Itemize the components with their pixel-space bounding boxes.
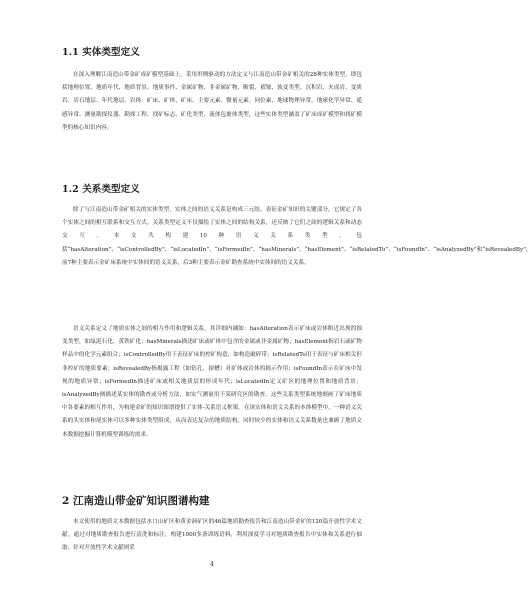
paragraph-text: 语义关系定义了地质实体之间的相互作用和逻辑关系，其详细内涵如：hasAlteration表示矿床或岩体附近出现的蚀变类型，如绿泥石化、黄铁矿化；hasMinerals描述矿床或矿体中包含的金属或非金属矿物；hasElement指岩石或矿物样品中的化学元素组合；isControlledBy用于表征矿床的控矿构造，如构造破碎带；isRelatedTo用于表征与矿床相关但非控矿的地质要素；isRevealedBy指揭露工程（如钻孔、探槽）对矿体或岩体的揭示作用；isFoundIn表示在矿床中发现的地质异常；isFormedIn描述矿床或相关地质层的形成年代；isLocatedIn定义矿区的地理位置和地质背景；isAnalyzedBy阐描述某实体的勘查或分析方法，如实气测量用于某研究区的勘查。这些关系类型系统地刻画了矿床地质中各要素的相互作用，为构建金矿的知识图谱提供了实体-关系语义框架。在该实体和语义关系的本体模型中，一种语义关系的头实体和尾实体可以多种实体类型组成，从而表达复杂的地质结构，同时较少的实体和语义关系数量也兼顾了地质文本数据挖掘计算机模型训练的需求。: [62, 326, 362, 438]
section-1-1-paragraph: [62, 69, 362, 135]
paragraph-text: 本文使用的地质文本数据包括水口山矿区和黄金洞矿区的46篇地质勘查报告和江南造山带金矿的120篇开放性学术文献。通过对地质勘查报告进行清洗和标注，构建1000多条训练语料，利用深度学习对地质勘查报告中实体和关系进行抽取；针对开放性学术文献则采: [62, 519, 362, 552]
paragraph-text: 在深入理解江南造山带金矿成矿模型基础上，采用用例驱动的方法定义与江南造山带金矿相关的28种实体类型，即包括地理位置、地质年代、地质背景、地质事件、金属矿物、非金属矿物、断裂、褶皱、蚀变类型、沉积岩、火成岩、变质岩、岩石地层、年代地层、岩体、矿床、矿体、矿床、主要元素、微量元素、同位素、地球物理异常、地球化学异常、遥感异常、测量勘探仪器、勘探工程、找矿标志、矿化类型、流体包裹体类型，这些实体类型涵盖了矿床成矿模型和找矿模型的核心知识内容。: [62, 72, 362, 131]
page-number: 4: [210, 561, 214, 568]
section-1-2-paragraph-2: [62, 323, 362, 442]
paragraph-text: 除了与江南造山带金矿相关的实体类型，实体之间的语义关系是构成三元组、表征金矿知识的关键部分，它规定了各个实体之间的相互联系和交互方式。关系类型定义不仅描绘了实体之间的结构关系，还反映了它们之间的逻辑关系和动态交互。本文共构建10种语义关系类型，包括“hasAlteration”、“isControlledBy”、“isLocatedIn”、“isFormedIn”、“hasMinerals”、“hasElement”、“isRelatedTo”、“isFoundIn”、“isAnalyzedBy”和“isRevealedBy”，前7种主要表示金矿床系统中实体间的语义关系，后3种主要表示金矿勘查系统中实体间的语义关系。: [62, 207, 532, 266]
section-heading-2: 2 江南造山带金矿知识图谱构建: [62, 495, 210, 507]
section-2-paragraph: [62, 516, 362, 556]
section-heading-1-1: 1.1 实体类型定义: [62, 47, 140, 58]
section-1-2-paragraph-1: [62, 204, 532, 270]
section-heading-1-2: 1.2 关系类型定义: [62, 184, 140, 195]
